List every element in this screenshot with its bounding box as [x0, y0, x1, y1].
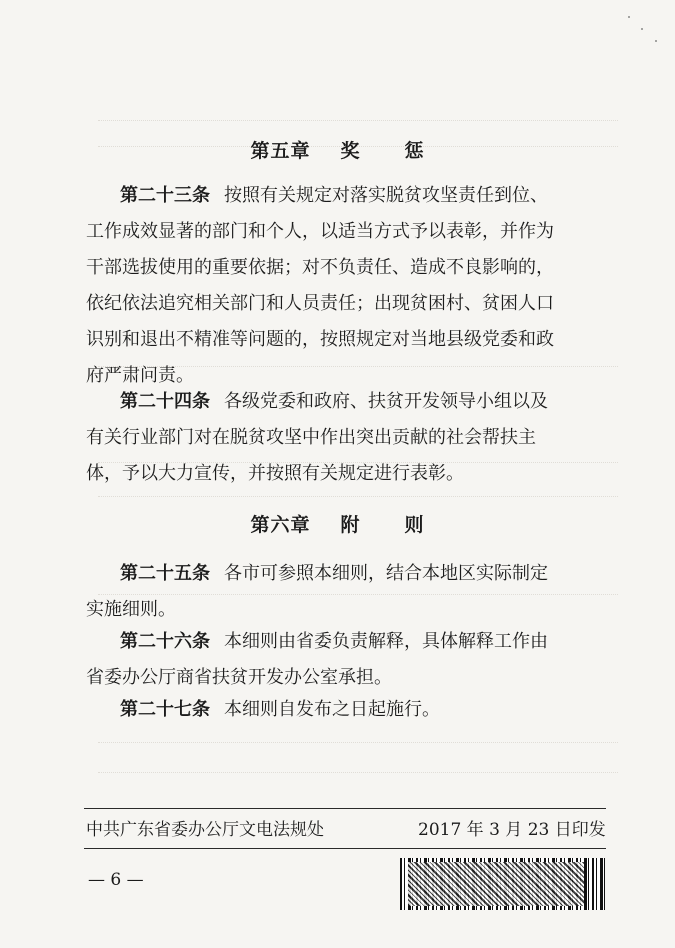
article-26-line [86, 624, 606, 660]
barcode-data-pattern [408, 862, 584, 906]
article-26 [86, 624, 606, 696]
chapter-six-name-part: 则 [404, 514, 425, 536]
footer-date: 2017 年 3 月 23 日印发 [418, 820, 606, 840]
article-23-line: 干部选拔使用的重要依据；对不负责任、造成不良影响的， [86, 257, 554, 278]
show-through-line [98, 742, 618, 753]
article-24 [86, 384, 606, 492]
chapter-six-name-part: 附 [340, 514, 361, 536]
article-26-number: 第二十六条 [120, 631, 210, 652]
article-27-text: 本细则自发布之日起施行。 [224, 699, 440, 720]
show-through-line [98, 772, 618, 783]
paper-speck [655, 40, 657, 42]
chapter-five-number: 第五章 [250, 140, 311, 162]
footer-issuer: 中共广东省委办公厅文电法规处 [86, 820, 324, 840]
article-25-text: 各市可参照本细则，结合本地区实际制定 [224, 563, 548, 584]
article-25 [86, 556, 606, 628]
show-through-line [98, 496, 618, 507]
article-23-text: 按照有关规定对落实脱贫攻坚责任到位、 [224, 185, 548, 206]
chapter-five-heading [0, 136, 675, 163]
footer-top-rule [84, 808, 606, 809]
article-23-number: 第二十三条 [120, 185, 210, 206]
show-through-line [98, 120, 618, 131]
chapter-six-heading [0, 510, 675, 537]
article-23-line [86, 178, 606, 214]
article-23-line: 识别和退出不精准等问题的，按照规定对当地县级党委和政 [86, 329, 554, 350]
article-24-line: 体，予以大力宣传，并按照有关规定进行表彰。 [86, 463, 464, 484]
chapter-five-name-part: 惩 [404, 140, 425, 162]
paper-speck [628, 16, 630, 18]
article-23-line: 依纪依法追究相关部门和人员责任；出现贫困村、贫困人口 [86, 293, 554, 314]
chapter-five-name-part: 奖 [340, 140, 361, 162]
page-number: — 6 — [88, 870, 144, 890]
article-25-number: 第二十五条 [120, 563, 210, 584]
article-24-text: 各级党委和政府、扶贫开发领导小组以及 [224, 391, 548, 412]
article-24-line [86, 384, 606, 420]
article-25-line: 实施细则。 [86, 599, 176, 620]
article-23 [86, 178, 606, 394]
article-24-line: 有关行业部门对在脱贫攻坚中作出突出贡献的社会帮扶主 [86, 427, 536, 448]
chapter-six-number: 第六章 [250, 514, 311, 536]
article-23-line: 工作成效显著的部门和个人，以适当方式予以表彰，并作为 [86, 221, 554, 242]
article-26-line: 省委办公厅商省扶贫开发办公室承担。 [86, 667, 392, 688]
article-27-line [86, 692, 606, 728]
footer-bottom-rule [84, 848, 606, 849]
article-27 [86, 692, 606, 728]
paper-speck [641, 28, 643, 30]
article-26-text: 本细则由省委负责解释，具体解释工作由 [224, 631, 548, 652]
article-23-line: 府严肃问责。 [86, 365, 194, 386]
article-24-number: 第二十四条 [120, 391, 210, 412]
article-25-line [86, 556, 606, 592]
article-27-number: 第二十七条 [120, 699, 210, 720]
